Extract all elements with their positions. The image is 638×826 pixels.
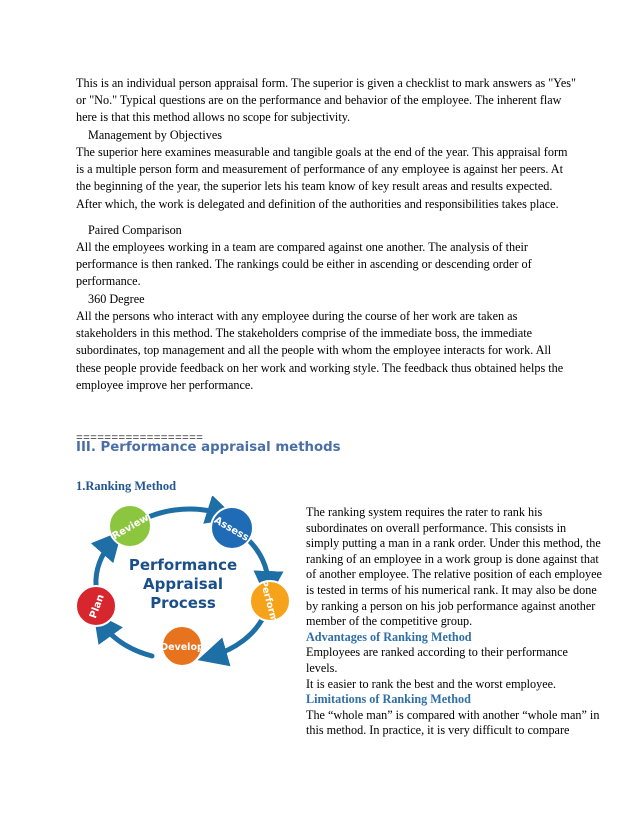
diagram-center-label <box>129 556 237 612</box>
advantage-2: It is easier to rank the best and the worst employee. <box>306 676 557 691</box>
section-title: III. Performance appraisal methods <box>76 440 341 455</box>
step-label-develop: Develop <box>160 642 204 653</box>
ranking-method-text <box>306 505 602 739</box>
limitation-1: The “whole man” is compared with another “whole man” in this method. In practice, it is very difficult to compare <box>306 707 600 738</box>
center-label-line: Appraisal <box>143 575 223 593</box>
heading-360-degree: 360 Degree <box>88 292 145 306</box>
subsection-title: 1.Ranking Method <box>76 479 177 493</box>
heading-mbo: Management by Objectives <box>88 128 223 142</box>
step-label-assess: Assess <box>211 514 251 544</box>
center-label-line: Process <box>150 594 216 612</box>
step-plan <box>76 586 116 626</box>
paragraph-mbo: The superior here examines measurable and tangible goals at the end of the year. This appraisal form is a multiple person form and measurement of performance of any employee is against her peers. At the beginning of the year, the superior lets his team know of key result areas and results expected. After which, the work is delegated and definition of the authorities and responsibilities takes place. <box>76 145 568 211</box>
paragraph-paired-comparison: All the employees working in a team are compared against one another. The analysis of their performance is then ranked. The rankings could be either in ascending or descending order of performance. <box>76 240 532 289</box>
separator: ================== <box>76 430 204 444</box>
step-label-review: Review <box>110 512 152 543</box>
center-label-line: Performance <box>128 556 238 574</box>
step-review <box>109 505 151 547</box>
paragraph-360-degree: All the persons who interact with any employee during the course of her work are taken as stakeholders in this method. The stakeholders comprise of the immediate boss, the immediate subordinates, top management and all the people with whom the employee interacts for work. All these people provide feedback on her work and working style. The feedback thus obtained helps the employee improve her performance. <box>76 309 564 392</box>
advantage-1: Employees are ranked according to their performance levels. <box>306 645 568 675</box>
step-label-perform: Perform <box>257 579 280 624</box>
step-develop <box>160 626 204 666</box>
step-label-plan: Plan <box>88 593 107 620</box>
step-perform <box>250 579 290 624</box>
paragraph-checklist: This is an individual person appraisal form. The superior is given a checklist to mark answers as "Yes" or "No." Typical questions are on the performance and behavior of the employee. The inherent flaw here is that this method allows no scope for subjectivity. <box>76 76 576 125</box>
step-assess <box>211 507 253 549</box>
heading-paired-comparison: Paired Comparison <box>88 223 182 237</box>
limitations-title: Limitations of Ranking Method <box>306 692 471 707</box>
appraisal-process-diagram <box>72 496 294 668</box>
ranking-intro: The ranking system requires the rater to rank his subordinates on overall performance. This consists in simply putting a man in a rank order. Under this method, the ranking of an employee in a work group is done against that of another employee. The relative position of each employee is tested in terms of his numerical rank. It may also be done by ranking a person on his job performance against another member of the competitive group. <box>306 505 602 629</box>
advantages-title: Advantages of Ranking Method <box>306 629 472 644</box>
